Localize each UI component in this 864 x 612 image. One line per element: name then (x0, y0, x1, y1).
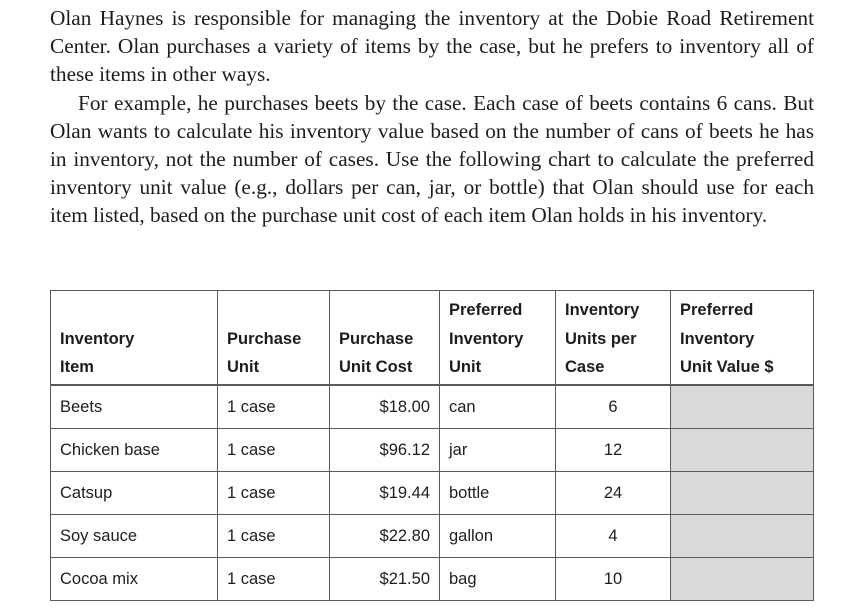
cell-preferred-unit: bottle (440, 472, 556, 515)
cell-unit-value-answer[interactable] (671, 515, 814, 558)
cell-unit-cost: $19.44 (330, 472, 440, 515)
table-row (51, 472, 814, 515)
header-inventory-units-per-case: Inventory Units per Case (556, 291, 671, 386)
cell-item: Beets (51, 385, 218, 429)
cell-purchase-unit: 1 case (218, 385, 330, 429)
table-header-row (51, 291, 814, 386)
table-row (51, 429, 814, 472)
cell-purchase-unit: 1 case (218, 429, 330, 472)
cell-unit-cost: $96.12 (330, 429, 440, 472)
cell-purchase-unit: 1 case (218, 515, 330, 558)
cell-unit-cost: $18.00 (330, 385, 440, 429)
cell-units-per-case: 24 (556, 472, 671, 515)
header-purchase-unit-cost: Purchase Unit Cost (330, 291, 440, 386)
cell-purchase-unit: 1 case (218, 558, 330, 601)
cell-preferred-unit: can (440, 385, 556, 429)
exercise-text (50, 4, 814, 230)
cell-units-per-case: 12 (556, 429, 671, 472)
cell-item: Soy sauce (51, 515, 218, 558)
header-inventory-item: Inventory Item (51, 291, 218, 386)
cell-item: Chicken base (51, 429, 218, 472)
table-row (51, 515, 814, 558)
table-row (51, 558, 814, 601)
table-row (51, 385, 814, 429)
cell-units-per-case: 10 (556, 558, 671, 601)
inventory-table (50, 290, 814, 601)
cell-units-per-case: 4 (556, 515, 671, 558)
header-preferred-inventory-unit: Preferred Inventory Unit (440, 291, 556, 386)
cell-preferred-unit: gallon (440, 515, 556, 558)
paragraph-intro: Olan Haynes is responsible for managing the inventory at the Dobie Road Retirement Center. Olan purchases a variety of items by the case, but he prefers to inventory all of these items in other ways. (50, 6, 814, 87)
header-purchase-unit: Purchase Unit (218, 291, 330, 386)
cell-unit-cost: $22.80 (330, 515, 440, 558)
cell-preferred-unit: bag (440, 558, 556, 601)
cell-unit-value-answer[interactable] (671, 472, 814, 515)
cell-units-per-case: 6 (556, 385, 671, 429)
cell-unit-value-answer[interactable] (671, 558, 814, 601)
header-preferred-inventory-unit-value: Preferred Inventory Unit Value $ (671, 291, 814, 386)
cell-item: Cocoa mix (51, 558, 218, 601)
cell-unit-value-answer[interactable] (671, 385, 814, 429)
cell-preferred-unit: jar (440, 429, 556, 472)
cell-purchase-unit: 1 case (218, 472, 330, 515)
cell-unit-value-answer[interactable] (671, 429, 814, 472)
cell-unit-cost: $21.50 (330, 558, 440, 601)
paragraph-instructions: For example, he purchases beets by the case. Each case of beets contains 6 cans. But Olan wants to calculate his inventory value based on the number of cans of beets he has in inventory, not the number of cases. Use the following chart to calculate the preferred inventory unit value (e.g., dollars per can, jar, or bottle) that Olan should use for each item listed, based on the purchase unit cost of each item Olan holds in his inventory. (50, 90, 814, 228)
cell-item: Catsup (51, 472, 218, 515)
